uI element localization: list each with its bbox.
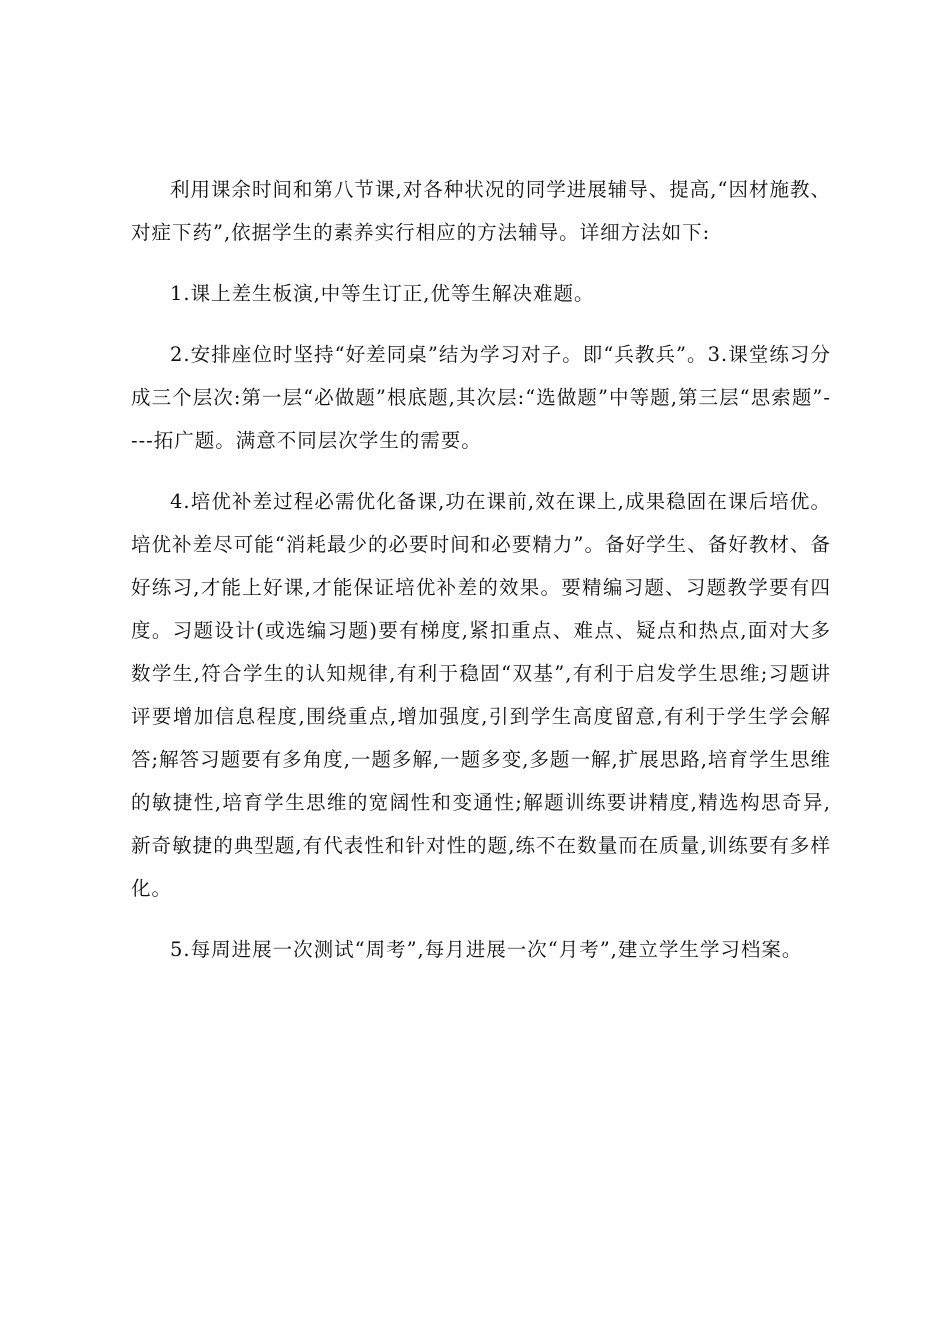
paragraph-intro: 利用课余时间和第八节课,对各种状况的同学进展辅导、提高,“因材施教、对症下药”,依据学生的素养实行相应的方法辅导。详细方法如下: bbox=[131, 178, 831, 244]
paragraph-item-5: 5.每周进展一次测试“周考”,每月进展一次“月考”,建立学生学习档案。 bbox=[170, 938, 803, 961]
paragraph-item-2: 2.安排座位时坚持“好差同桌”结为学习对子。即“兵教兵”。3.课堂练习分成三个层次:第一层“必做题”根底题,其次层:“选做题”中等题,第三层“思索题”----拓广题。满意不同层次学生的需要。 bbox=[131, 343, 831, 452]
paragraph-item-1: 1.课上差生板演,中等生订正,优等生解决难题。 bbox=[170, 282, 595, 305]
paragraph-item-4: 4.培优补差过程必需优化备课,功在课前,效在课上,成果稳固在课后培优。培优补差尽可能“消耗最少的必要时间和必要精力”。备好学生、备好教材、备好练习,才能上好课,才能保证培优补差的效果。要精编习题、习题教学要有四度。习题设计(或选编习题)要有梯度,紧扣重点、难点、疑点和热点,面对大多数学生,符合学生的认知规律,有利于稳固“双基”,有利于启发学生思维;习题讲评要增加信息程度,围绕重点,增加强度,引到学生高度留意,有利于学生学会解答;解答习题要有多角度,一题多解,一题多变,多题一解,扩展思路,培育学生思维的敏捷性,培育学生思维的宽阔性和变通性;解题训练要讲精度,精选构思奇异,新奇敏捷的典型题,有代表性和针对性的题,练不在数量而在质量,训练要有多样化。 bbox=[131, 490, 831, 900]
document-body bbox=[131, 168, 831, 989]
